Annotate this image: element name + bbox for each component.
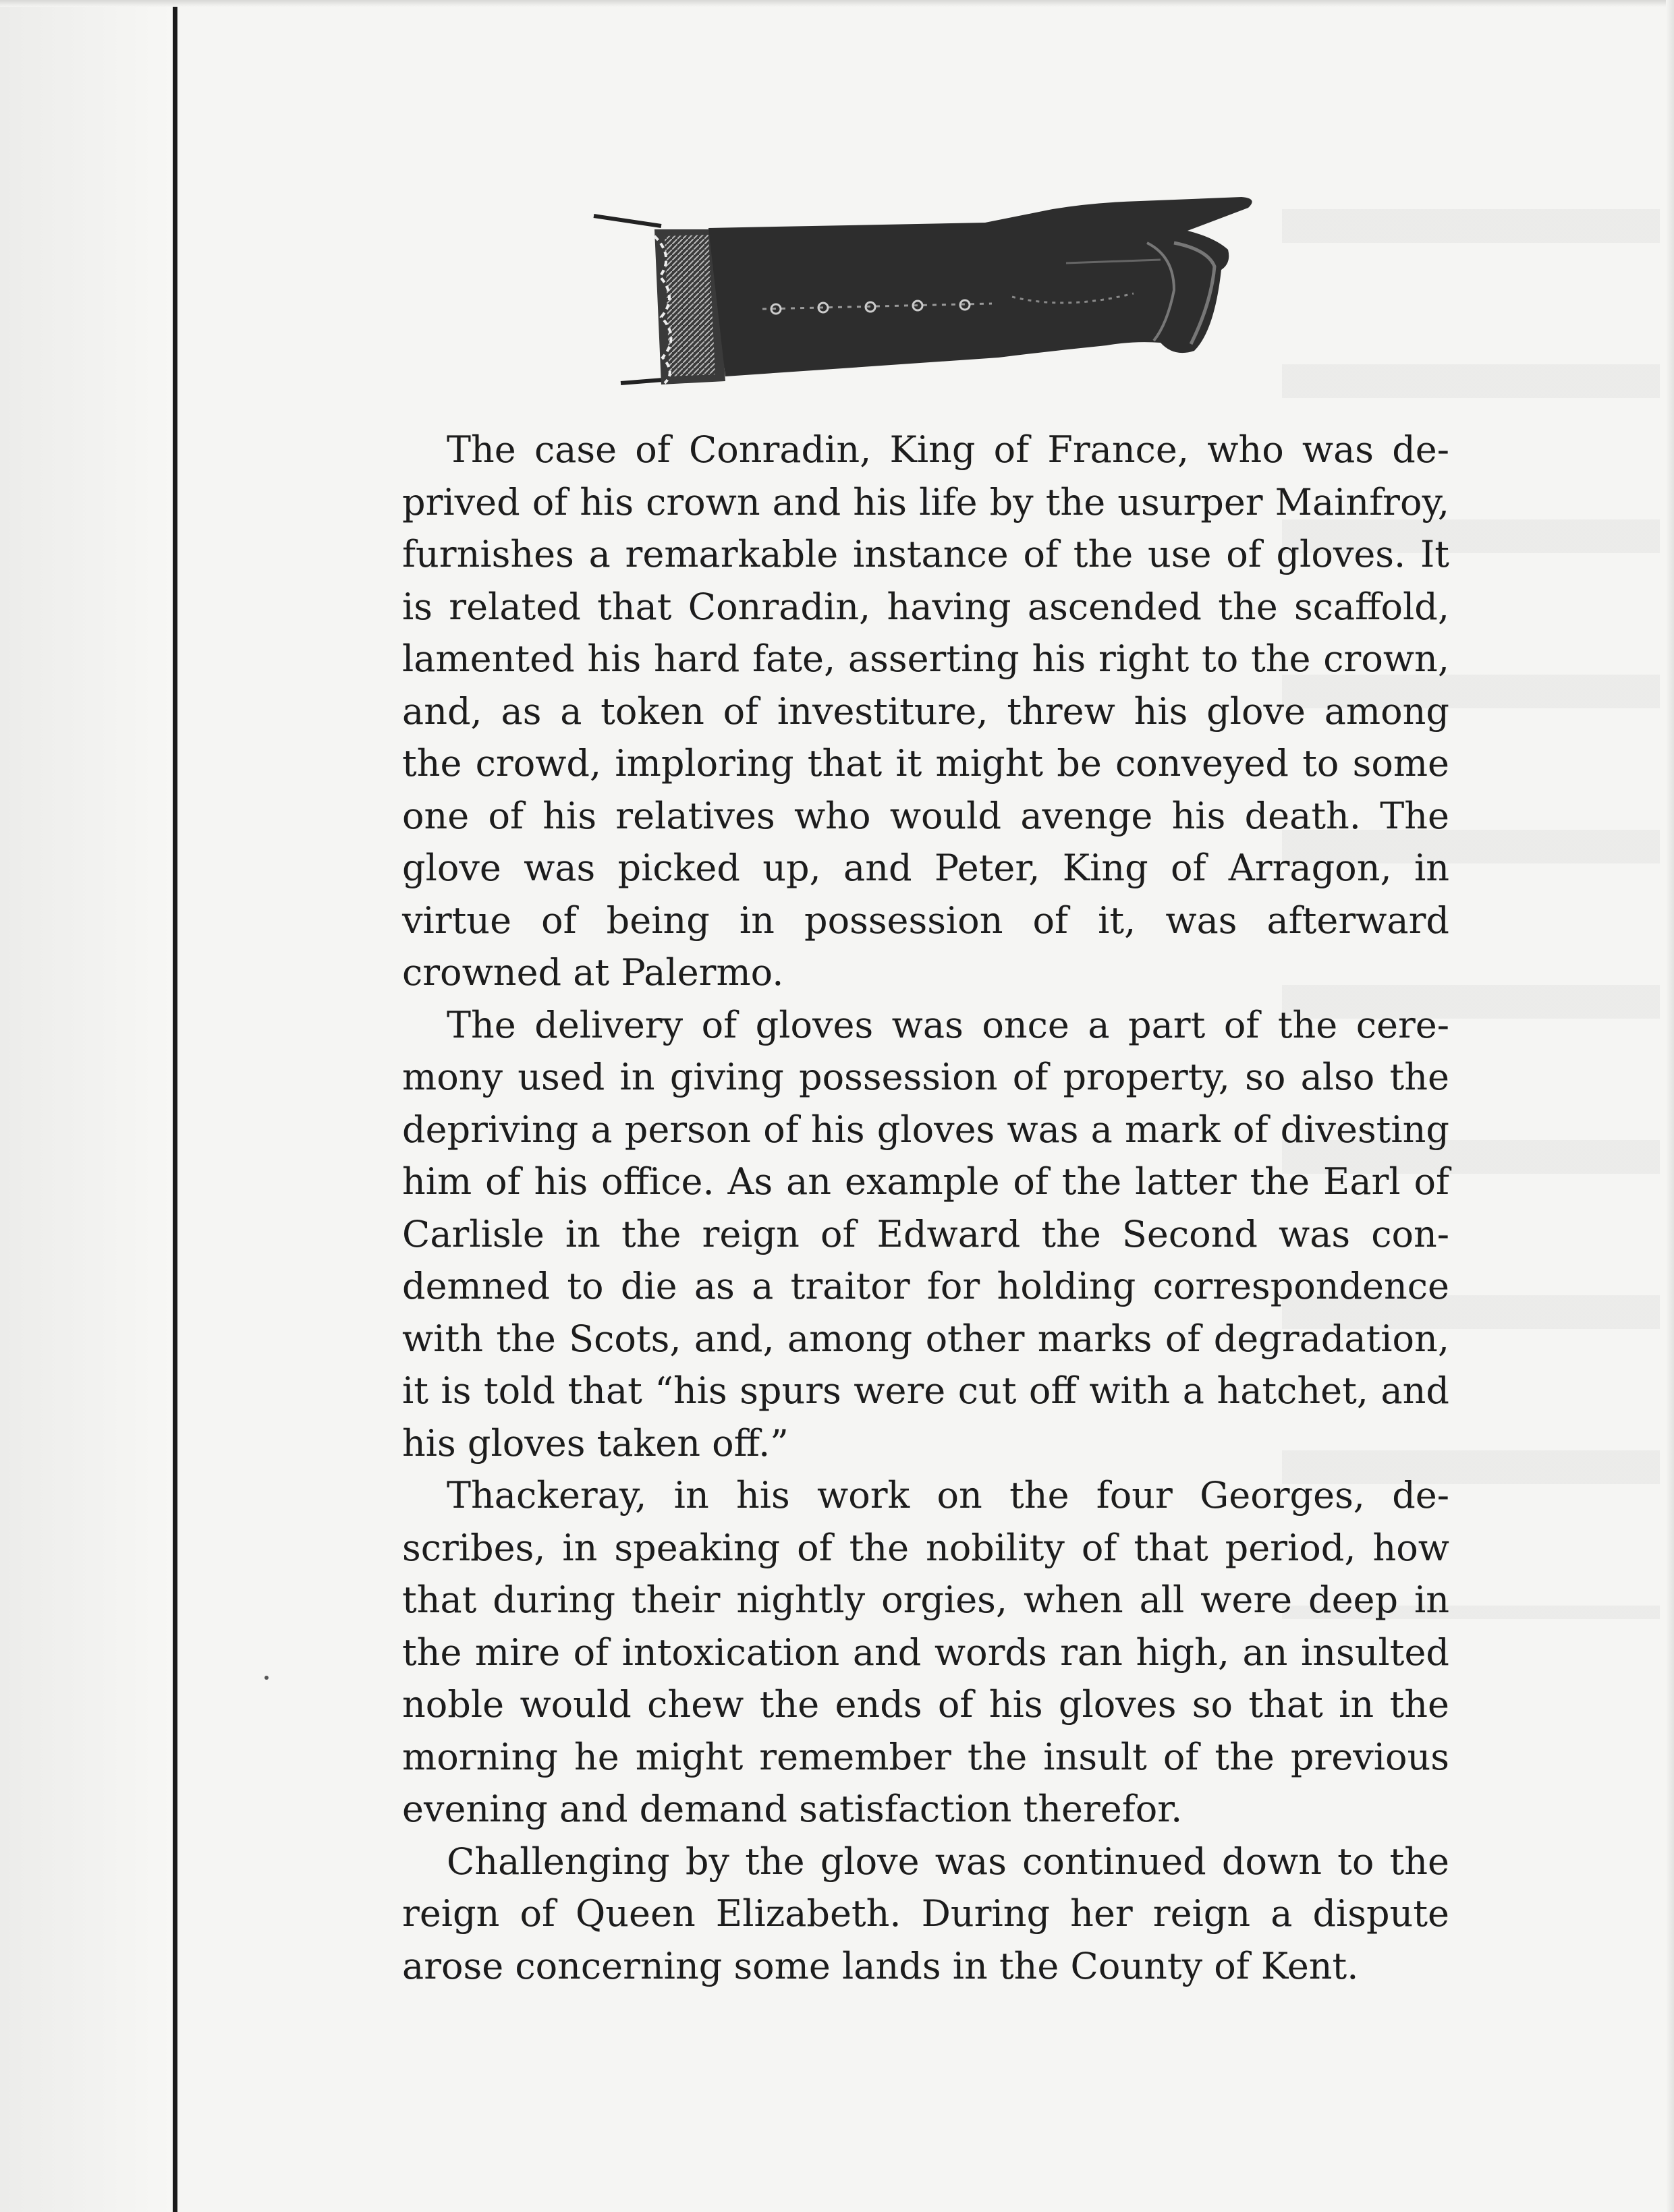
gutter-shadow <box>0 0 173 2212</box>
pointing-glove-icon <box>580 196 1262 398</box>
page-top-edge <box>0 0 1674 7</box>
paragraph-challenging: Challenging by the glove was continued down to the reign of Queen Elizabeth. During her reign a dispute arose concerning some lands in the County of Kent. <box>402 1840 1449 1987</box>
paragraph-conradin: The case of Conradin, King of France, who was de-prived of his crown and his life by the usurper Mainfroy, furnishes a remarkable instance of the use of gloves. It is related that Conradin, having ascended the scaffold, lamented his hard fate, asserting his right to the crown, and, as a token of investiture, threw his glove among the crowd, imploring that it might be conveyed to some one of his relatives who would avenge his death. The glove was picked up, and Peter, King of Arragon, in virtue of being in possession of it, was afterward crowned at Palermo. <box>402 428 1449 994</box>
body-text <box>402 424 1449 1992</box>
speck <box>264 1676 269 1680</box>
paragraph-thackeray: Thackeray, in his work on the four Georges, de-scribes, in speaking of the nobility of that period, how that during their nightly orgies, when all were deep in the mire of intoxication and words ran high, an insulted noble would chew the ends of his gloves so that in the morning he might remember the insult of the previous evening and demand satisfaction therefor. <box>402 1474 1449 1830</box>
page-right-edge <box>1666 0 1674 2212</box>
paragraph-delivery-of-gloves: The delivery of gloves was once a part of the cere-mony used in giving possession of property, so also the depriving a person of his gloves was a mark of divesting him of his office. As an example of the latter the Earl of Carlisle in the reign of Edward the Second was con-demned to die as a traitor for holding correspondence with the Scots, and, among other marks of degradation, it is told that “his spurs were cut off with a hatchet, and his gloves taken off.” <box>402 1003 1449 1465</box>
book-gutter-edge <box>173 0 177 2212</box>
